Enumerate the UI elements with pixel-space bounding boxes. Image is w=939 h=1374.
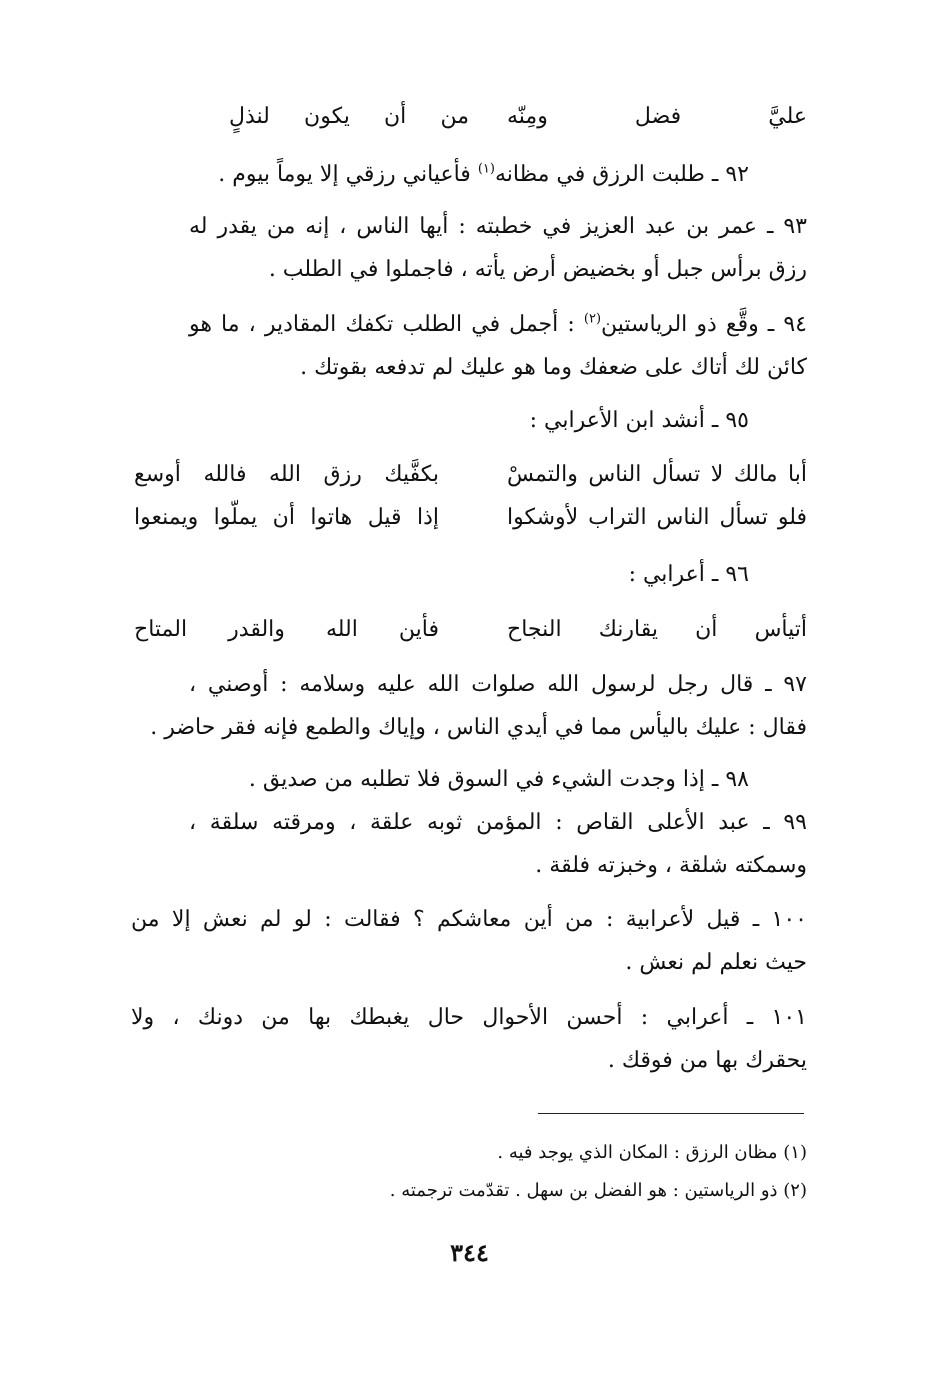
verse-95-2-right: فلو تسأل الناس التراب لأوشكوا bbox=[507, 505, 807, 530]
entry-95-intro: ٩٥ ـ أنشد ابن الأعرابي : bbox=[529, 408, 749, 433]
entry-94-line-1 bbox=[189, 310, 807, 340]
entry-93-line-2: رزق برأس جبل أو بخضيض أرض يأته ، فاجملوا في الطلب . bbox=[268, 257, 807, 282]
entry-99-line-1: ٩٩ ـ عبد الأعلى القاص : المؤمن ثوبه علقة ، ومرقته سلقة ، bbox=[189, 810, 807, 835]
entry-93-line-1: ٩٣ ـ عمر بن عبد العزيز في خطبته : أيها الناس ، إنه من يقدر له bbox=[189, 214, 807, 239]
entry-97-line-2: فقال : عليك باليأس مما في أيدي الناس ، وإياك والطمع فإنه فقر حاضر . bbox=[150, 715, 807, 740]
verse-96-left: فأين الله والقدر المتاح bbox=[134, 617, 439, 642]
page-number: ٣٤٤ bbox=[450, 1238, 489, 1267]
footnote-1: (١) مظان الرزق : المكان الذي يوجد فيه . bbox=[497, 1142, 807, 1163]
entry-94-text-a: ٩٤ ـ وقَّع ذو الرياستين bbox=[601, 312, 807, 337]
entry-97-line-1: ٩٧ ـ قال رجل لرسول الله صلوات الله عليه وسلامه : أوصني ، bbox=[189, 672, 807, 697]
entry-94-line-2: كائن لك أتاك على ضعفك وما هو عليك لم تدفعه بقوتك . bbox=[300, 355, 807, 380]
entry-96-intro: ٩٦ ـ أعرابي : bbox=[628, 562, 749, 587]
entry-100-line-2: حيث نعلم لم نعش . bbox=[625, 950, 807, 975]
verse-95-1-right: أبا مالك لا تسأل الناس والتمسْ bbox=[507, 462, 807, 487]
entry-92-text: ٩٢ ـ طلبت الرزق في مظانه bbox=[494, 162, 749, 187]
footnote-2: (٢) ذو الرياستين : هو الفضل بن سهل . تقدّمت ترجمته . bbox=[389, 1180, 807, 1201]
entry-98: ٩٨ ـ إذا وجدت الشيء في السوق فلا تطلبه من صديق . bbox=[248, 767, 749, 792]
entry-100-line-1: ١٠٠ ـ قيل لأعرابية : من أين معاشكم ؟ فقالت : لو لم نعش إلا من bbox=[131, 907, 807, 932]
entry-101-line-2: يحقرك بها من فوقك . bbox=[607, 1048, 807, 1073]
verse-top-left-hemistich: عليَّ فضل ومِنّه bbox=[507, 104, 807, 129]
entry-94-text-b: : أجمل في الطلب تكفك المقادير ، ما هو bbox=[189, 312, 584, 337]
entry-99-line-2: وسمكته شلقة ، وخبزته فلقة . bbox=[535, 853, 807, 878]
verse-95-2-left: إذا قيل هاتوا أن يملّوا ويمنعوا bbox=[134, 505, 439, 530]
entry-92 bbox=[218, 160, 749, 190]
entry-101-line-1: ١٠١ ـ أعرابي : أحسن الأحوال حال يغبطك بها من دونك ، ولا bbox=[131, 1005, 807, 1030]
footnote-ref-1: (١) bbox=[477, 161, 495, 177]
footnote-ref-2: (٢) bbox=[583, 311, 602, 327]
verse-95-1-left: بكفَّيك رزق الله فالله أوسع bbox=[134, 462, 439, 487]
verse-top-right-hemistich: من أن يكون لنذلٍ bbox=[229, 104, 469, 129]
verse-96-right: أتيأس أن يقارنك النجاح bbox=[507, 617, 807, 642]
footnote-separator bbox=[538, 1113, 804, 1114]
entry-92-rest: فأعياني رزقي إلا يوماً بيوم . bbox=[218, 162, 478, 187]
